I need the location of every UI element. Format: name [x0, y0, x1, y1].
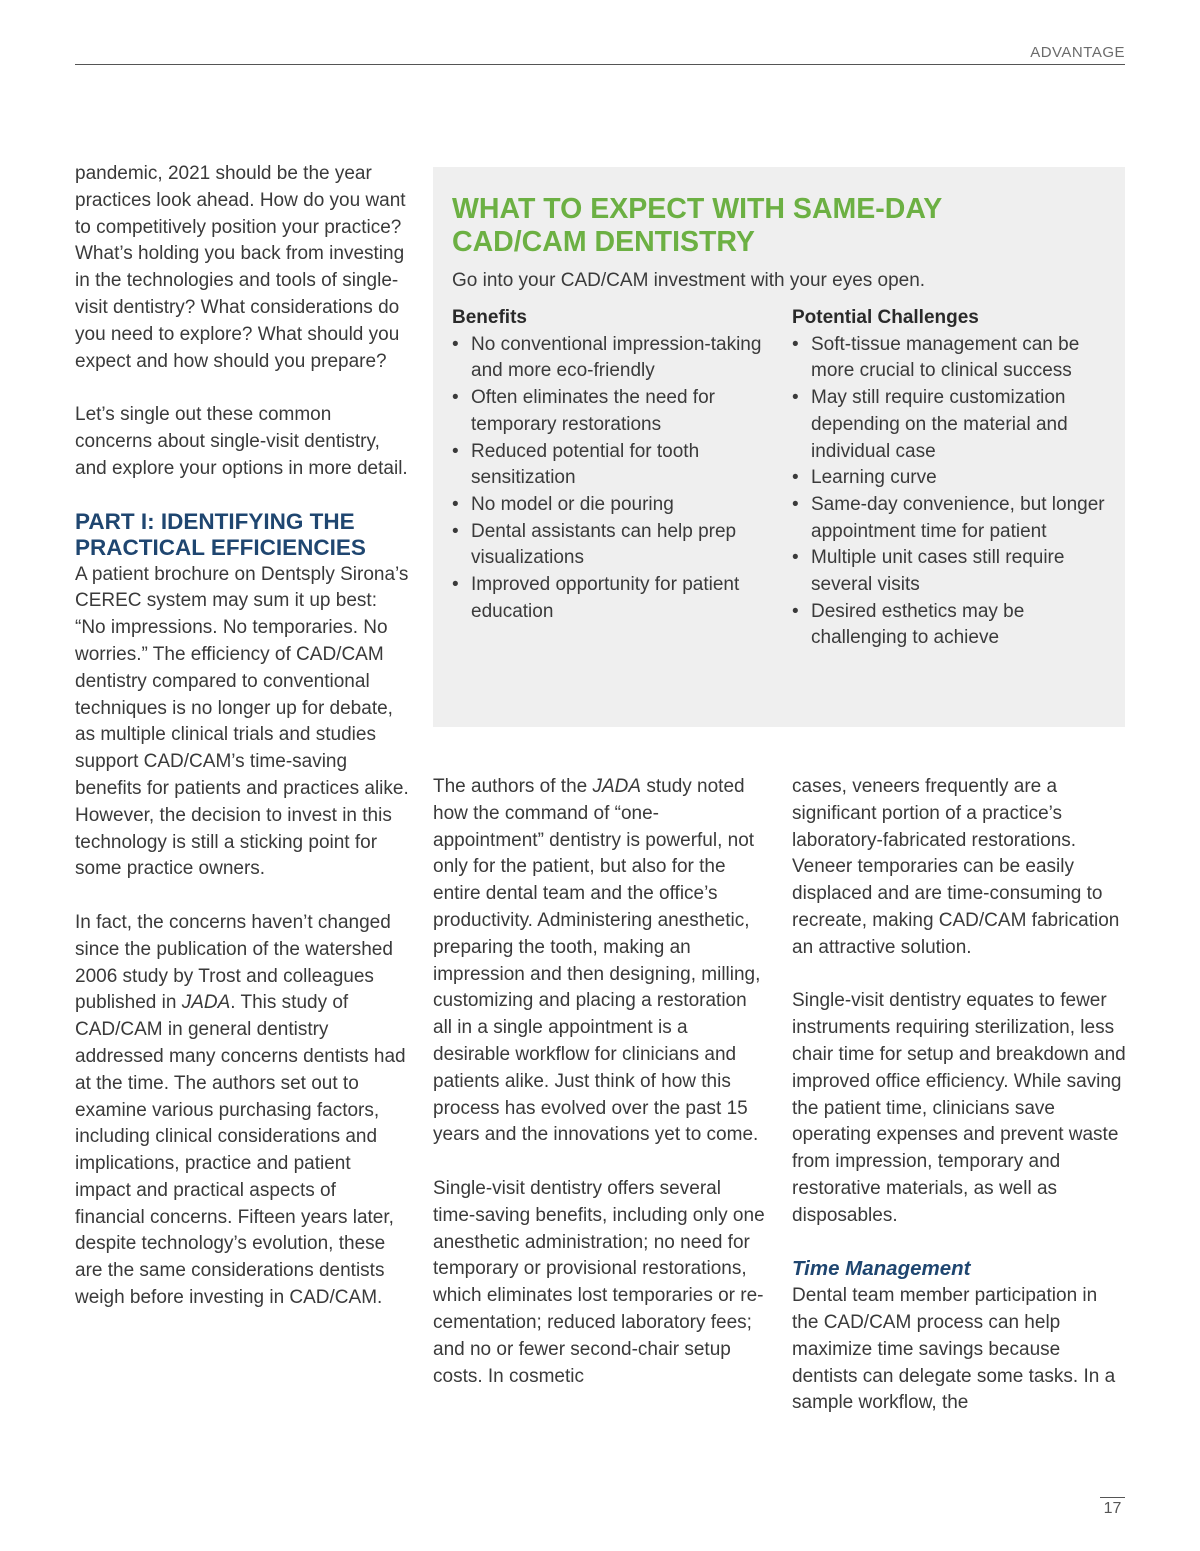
challenges-heading: Potential Challenges — [792, 307, 979, 328]
benefits-item-text: No model or die pouring — [471, 493, 674, 515]
box-subtitle: Go into your CAD/CAM investment with your eyes open. — [452, 270, 926, 291]
left-paragraph-1: pandemic, 2021 should be the year practices look ahead. How do you want to competitively position your practice? What’s holding you back from investing in the technologies and tools of single-visit dentistry? What considerations do you need to explore? What should you expect and how should you prepare? — [75, 163, 406, 372]
challenges-list-item — [792, 332, 1122, 385]
left-paragraph-4-text-a: In fact, the concerns haven’t changed since the publication of the watershed 2006 study by Trost and colleagues published in — [75, 911, 393, 1014]
journal-name: JADA — [592, 776, 642, 797]
right-paragraph-1: cases, veneers frequently are a significant portion of a practice’s laboratory-fabricated restorations. Veneer temporaries can be easily displaced and are time-consuming to recreate, making CAD/CAM fabrication an attractive solution. — [792, 776, 1120, 958]
challenges-item-text: Learning curve — [811, 467, 937, 489]
right-paragraph-2: Single-visit dentistry equates to fewer instruments requiring sterilization, less chair time for setup and breakdown and improved office efficiency. While saving the patient time, clinicians save operating expenses and prevent waste from impression, temporary and restorative materials, as well as disposables. — [792, 990, 1126, 1226]
benefits-item-text: Often eliminates the need for temporary restorations — [471, 387, 715, 435]
challenges-column — [792, 305, 1122, 652]
challenges-item-text: Soft-tissue management can be more crucial to clinical success — [811, 333, 1080, 382]
section-heading: PART I: IDENTIFYING THE PRACTICAL EFFICIENCIES — [75, 508, 366, 561]
benefits-list — [452, 332, 782, 626]
middle-paragraph-1-text-b: study noted how the command of “one-appointment” dentistry is powerful, not only for the patient, but also for the entire dental team and the office’s productivity. Administering anesthetic, preparing the tooth, making an impression and then designing, milling, customizing and placing a restoration all in a single appointment is a desirable workflow for clinicians and patients alike. Just think of how this process has evolved over the past 15 years and the innovations yet to come. — [433, 776, 761, 1146]
left-paragraph-4 — [75, 910, 410, 1312]
challenges-list — [792, 332, 1122, 652]
bullet-icon: • — [452, 520, 459, 542]
challenges-list-item — [792, 492, 1122, 545]
benefits-item-text: Reduced potential for tooth sensitization — [471, 440, 700, 489]
middle-paragraph-2: Single-visit dentistry offers several time-saving benefits, including only one anesthetic administration; no need for temporary or provisional restorations, which eliminates lost temporaries or re-cementation; reduced laboratory fees; and no or fewer second-chair setup costs. In cosmetic — [433, 1177, 765, 1387]
challenges-item-text: Same-day convenience, but longer appointment time for patient — [811, 493, 1105, 542]
bullet-icon: • — [452, 333, 459, 355]
bullet-icon: • — [452, 493, 459, 515]
journal-name: JADA — [181, 992, 231, 1014]
benefits-list-item — [452, 439, 782, 492]
bullet-icon: • — [452, 574, 459, 596]
benefits-list-item — [452, 332, 782, 385]
bullet-icon: • — [792, 467, 799, 489]
sidebar-box — [433, 167, 1125, 727]
benefits-list-item — [452, 492, 782, 519]
challenges-item-text: May still require customization depending on the material and individual case — [811, 387, 1068, 462]
benefits-column — [452, 305, 782, 625]
right-paragraph-3: Dental team member participation in the CAD/CAM process can help maximize time savings because dentists can delegate some tasks. In a sample workflow, the — [792, 1285, 1116, 1414]
bullet-icon: • — [452, 440, 459, 462]
challenges-list-item — [792, 465, 1122, 492]
middle-column — [433, 774, 768, 1390]
benefits-list-item — [452, 572, 782, 625]
benefits-heading: Benefits — [452, 307, 527, 328]
bullet-icon: • — [792, 333, 799, 355]
challenges-item-text: Desired esthetics may be challenging to achieve — [811, 600, 1025, 649]
benefits-list-item — [452, 519, 782, 572]
bullet-icon: • — [792, 547, 799, 569]
middle-paragraph-1 — [433, 774, 768, 1149]
bullet-icon: • — [792, 387, 799, 409]
left-paragraph-4-text-b: . This study of CAD/CAM in general dentistry addressed many concerns dentists had at the time. The authors set out to examine various purchasing factors, including clinical considerations and implications, practice and patient impact and practical aspects of financial concerns. Fifteen years later, despite technology’s evolution, these are the same considerations dentists weigh before investing in CAD/CAM. — [75, 992, 406, 1309]
header-rule — [75, 64, 1125, 65]
right-column — [792, 774, 1127, 1417]
bullet-icon: • — [452, 387, 459, 409]
challenges-list-item — [792, 545, 1122, 598]
challenges-list-item — [792, 385, 1122, 465]
time-management-heading: Time Management — [792, 1257, 971, 1281]
benefits-item-text: Dental assistants can help prep visualizations — [471, 520, 737, 569]
bullet-icon: • — [792, 493, 799, 515]
challenges-item-text: Multiple unit cases still require several visits — [811, 547, 1065, 596]
benefits-item-text: No conventional impression-taking and more eco-friendly — [471, 333, 762, 382]
left-column — [75, 161, 410, 1312]
box-title: WHAT TO EXPECT WITH SAME-DAY CAD/CAM DENTISTRY — [452, 193, 942, 258]
benefits-list-item — [452, 385, 782, 438]
middle-paragraph-1-text-a: The authors of the — [433, 776, 593, 797]
left-paragraph-2: Let’s single out these common concerns about single-visit dentistry, and explore your options in more detail. — [75, 404, 408, 479]
running-head: ADVANTAGE — [1030, 44, 1125, 61]
challenges-list-item — [792, 599, 1122, 652]
page-number: 17 — [1100, 1497, 1125, 1518]
benefits-item-text: Improved opportunity for patient education — [471, 574, 740, 622]
bullet-icon: • — [792, 600, 799, 622]
left-paragraph-3: A patient brochure on Dentsply Sirona’s CEREC system may sum it up best: “No impressions. No temporaries. No worries.” The efficiency of CAD/CAM dentistry compared to conventional techniques is no longer up for debate, as multiple clinical trials and studies support CAD/CAM’s time-saving benefits for patients and practices alike. However, the decision to invest in this technology is still a sticking point for some practice owners. — [75, 563, 409, 880]
